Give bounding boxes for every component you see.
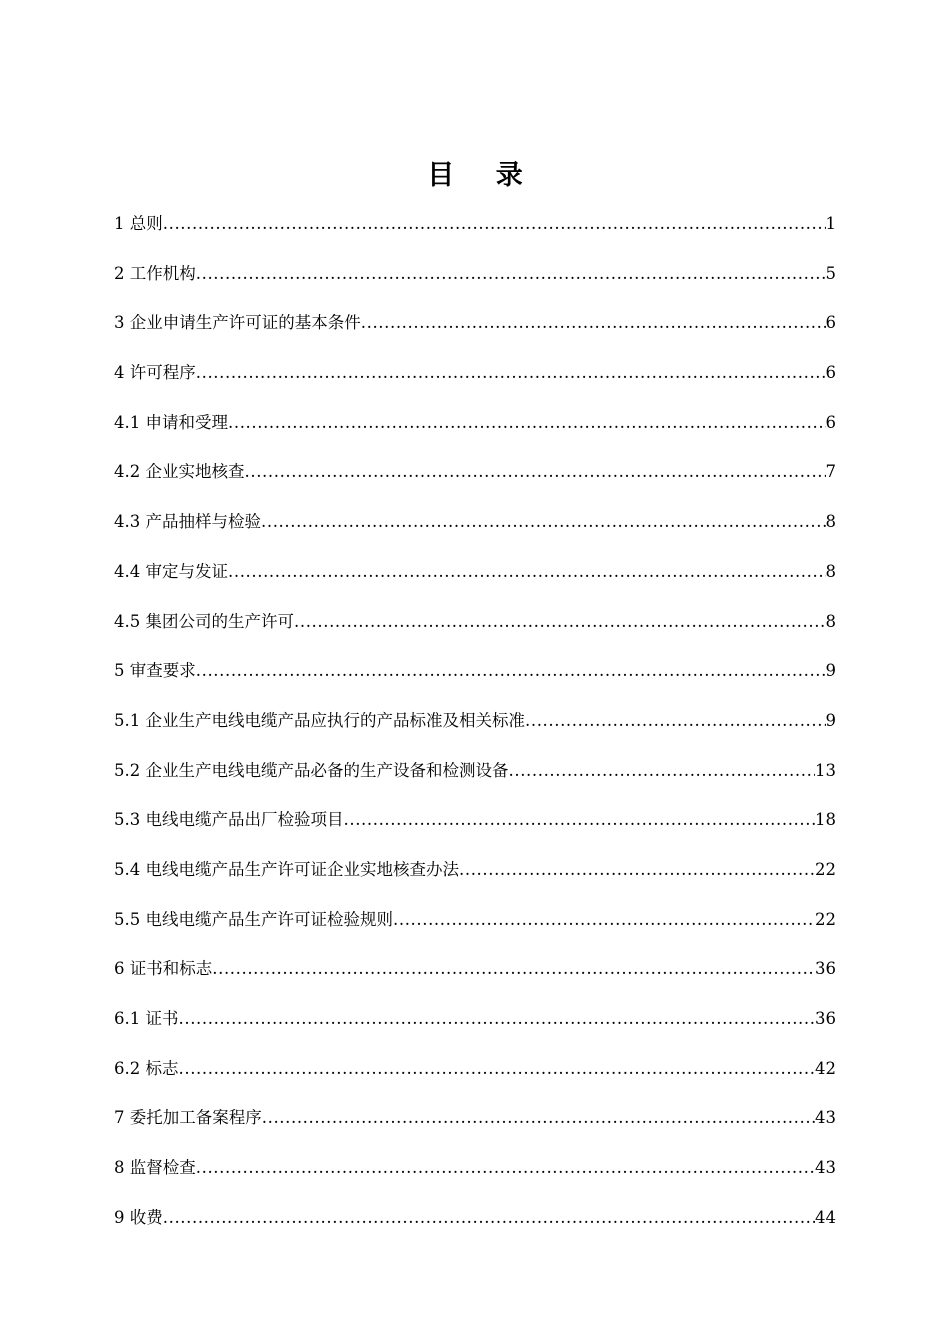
- toc-entry-label: 3 企业申请生产许可证的基本条件: [114, 313, 361, 333]
- toc-entry-label: 5.2 企业生产电线电缆产品必备的生产设备和检测设备: [114, 760, 509, 780]
- toc-entry-label: 4.1 申请和受理: [114, 412, 228, 432]
- toc-dot-leader: [509, 757, 816, 785]
- toc-entry[interactable]: [114, 558, 836, 608]
- toc-entry-page-number: 8: [825, 512, 836, 532]
- toc-entry-page-number: 8: [825, 611, 836, 631]
- toc-entry-page-number: 13: [815, 760, 836, 780]
- toc-entry-label: 4.3 产品抽样与检验: [114, 512, 261, 532]
- toc-entry[interactable]: [114, 1104, 836, 1154]
- toc-dot-leader: [361, 309, 826, 337]
- toc-entry-page-number: 22: [815, 859, 836, 879]
- toc-entry-label: 4 许可程序: [114, 363, 196, 383]
- toc-entry-page-number: 18: [815, 810, 836, 830]
- toc-entry-label: 4.5 集团公司的生产许可: [114, 611, 294, 631]
- toc-entry-label: 6.2 标志: [114, 1058, 179, 1078]
- toc-entry-label: 9 收费: [114, 1207, 163, 1227]
- toc-entry[interactable]: [114, 906, 836, 956]
- toc-dot-leader: [196, 1154, 815, 1182]
- toc-entry-label: 4.2 企业实地核查: [114, 462, 245, 482]
- toc-dot-leader: [179, 1055, 816, 1083]
- toc-entry-page-number: 6: [825, 363, 836, 383]
- toc-entry-label: 5.1 企业生产电线电缆产品应执行的产品标准及相关标准: [114, 710, 525, 730]
- toc-entry-page-number: 44: [815, 1207, 836, 1227]
- toc-entry-page-number: 8: [825, 561, 836, 581]
- toc-dot-leader: [163, 210, 826, 238]
- toc-entry[interactable]: [114, 955, 836, 1005]
- toc-dot-leader: [294, 608, 826, 636]
- toc-dot-leader: [179, 1005, 816, 1033]
- toc-entry-page-number: 42: [815, 1058, 836, 1078]
- toc-dot-leader: [228, 558, 826, 586]
- toc-entry-label: 5 审查要求: [114, 661, 196, 681]
- toc-entry-page-number: 22: [815, 909, 836, 929]
- toc-entry-page-number: 5: [825, 263, 836, 283]
- toc-entry[interactable]: [114, 359, 836, 409]
- toc-dot-leader: [196, 359, 826, 387]
- toc-entry-page-number: 36: [815, 1009, 836, 1028]
- toc-entry-label: 5.4 电线电缆产品生产许可证企业实地核查办法: [114, 859, 459, 879]
- toc-dot-leader: [459, 856, 815, 884]
- toc-entry-page-number: 6: [825, 313, 836, 333]
- toc-dot-leader: [245, 458, 826, 486]
- toc-entry-page-number: 36: [815, 959, 836, 979]
- toc-entry[interactable]: [114, 608, 836, 658]
- toc-entry-page-number: 6: [825, 412, 836, 432]
- toc-entry[interactable]: [114, 260, 836, 310]
- toc-entry[interactable]: [114, 409, 836, 459]
- toc-entry[interactable]: [114, 707, 836, 757]
- toc-entry-label: 5.5 电线电缆产品生产许可证检验规则: [114, 909, 393, 929]
- toc-entry-label: 7 委托加工备案程序: [114, 1108, 262, 1128]
- toc-entry[interactable]: [114, 508, 836, 558]
- toc-entry[interactable]: [114, 757, 836, 807]
- toc-entry-page-number: 43: [815, 1158, 836, 1178]
- toc-entry[interactable]: [114, 806, 836, 856]
- toc-entry-label: 2 工作机构: [114, 263, 196, 283]
- toc-entry[interactable]: [114, 458, 836, 508]
- toc-entry[interactable]: [114, 1204, 836, 1254]
- toc-dot-leader: [261, 508, 826, 536]
- toc-entry-page-number: 9: [825, 710, 836, 730]
- toc-dot-leader: [393, 906, 815, 934]
- toc-entry-page-number: 7: [825, 462, 836, 482]
- toc-entry-label: 4.4 审定与发证: [114, 561, 228, 581]
- toc-list: [114, 210, 836, 1253]
- toc-entry-page-number: 43: [815, 1108, 836, 1128]
- toc-entry-label: 8 监督检查: [114, 1158, 196, 1178]
- toc-entry[interactable]: [114, 1005, 836, 1055]
- toc-entry-label: 6.1 证书: [114, 1009, 179, 1028]
- toc-entry-label: 6 证书和标志: [114, 959, 213, 979]
- toc-title: 目 录: [427, 160, 539, 191]
- toc-entry[interactable]: [114, 856, 836, 906]
- toc-entry-label: 1 总则: [114, 214, 163, 233]
- toc-entry-page-number: 9: [825, 661, 836, 681]
- toc-dot-leader: [212, 955, 815, 983]
- toc-dot-leader: [228, 409, 826, 437]
- toc-dot-leader: [262, 1104, 815, 1132]
- toc-entry-page-number: 1: [825, 214, 836, 233]
- toc-entry-label: 5.3 电线电缆产品出厂检验项目: [114, 810, 344, 830]
- toc-entry[interactable]: [114, 1154, 836, 1204]
- toc-dot-leader: [196, 260, 826, 288]
- toc-dot-leader: [525, 707, 826, 735]
- toc-entry[interactable]: [114, 657, 836, 707]
- toc-entry[interactable]: [114, 210, 836, 260]
- toc-entry[interactable]: [114, 309, 836, 359]
- toc-dot-leader: [344, 806, 816, 834]
- toc-entry[interactable]: [114, 1055, 836, 1105]
- toc-dot-leader: [196, 657, 826, 685]
- toc-dot-leader: [163, 1204, 815, 1232]
